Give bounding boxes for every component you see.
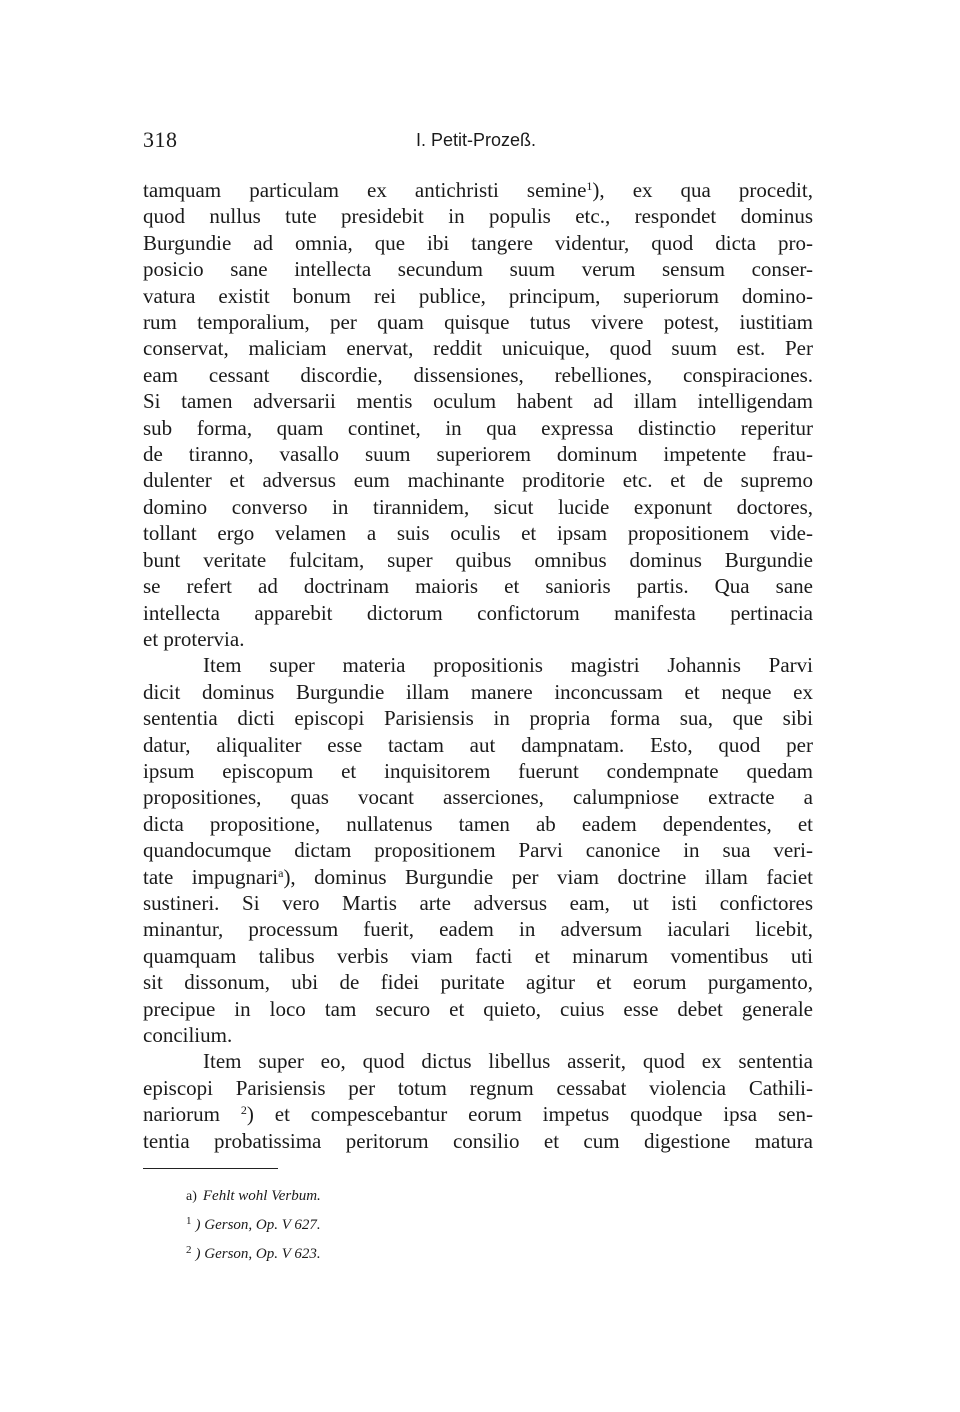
- text-line: minantur, processum fuerit, eadem in adversum iaculari licebit,: [143, 917, 813, 942]
- text-line: conservat, maliciam enervat, reddit unicuique, quod suum est. Per: [143, 336, 813, 361]
- text-segment: ), dominus Burgundie per viam doctrine illam faciet: [283, 864, 813, 889]
- footnote-text: Fehlt wohl Verbum.: [202, 1188, 321, 1204]
- text-line: sub forma, quam continet, in qua expressa distinctio reperitur: [143, 415, 813, 440]
- text-line: [143, 177, 813, 203]
- text-line: Item super eo, quod dictus libellus asserit, quod ex sententia: [203, 1049, 813, 1074]
- footnote-1: [186, 1209, 321, 1238]
- footnotes: [186, 1184, 321, 1267]
- text-line: ipsum episcopum et inquisitorem fuerunt condempnate quedam: [143, 758, 813, 783]
- text-line: sustineri. Si vero Martis arte adversus eam, ut isti confictores: [143, 890, 813, 915]
- text-line: domino converso in tirannidem, sicut lucide exponunt doctores,: [143, 494, 813, 519]
- text-line: sententia dicti episcopi Parisiensis in propria forma sua, que sibi: [143, 706, 813, 731]
- text-line: Item super materia propositionis magistri Johannis Parvi: [203, 653, 813, 678]
- text-line: sit dissonum, ubi de fidei puritate agitur et eorum purgamento,: [143, 970, 813, 995]
- text-line: Burgundie ad omnia, que ibi tangere videntur, quod dicta pro-: [143, 230, 813, 255]
- footnote-rule: [143, 1168, 278, 1169]
- footnote-reference: 2: [240, 1103, 247, 1118]
- text-line: propositiones, quas vocant asserciones, calumpniose extracte a: [143, 785, 813, 810]
- text-line: intellecta apparebit dictorum confictorum manifesta pertinacia: [143, 600, 813, 625]
- text-line: [143, 1101, 813, 1127]
- text-line: quamquam talibus verbis viam facti et minarum vomentibus uti: [143, 943, 813, 968]
- text-line: se refert ad doctrinam maioris et sanioris partis. Qua sane: [143, 574, 813, 599]
- text-line: quandocumque dictam propositionem Parvi canonice in sua veri-: [143, 838, 813, 863]
- text-segment: tamquam particulam ex antichristi semine: [143, 178, 587, 202]
- text-line: bunt veritate fulcitam, super quibus omnibus dominus Burgundie: [143, 547, 813, 572]
- text-line: concilium.: [143, 1023, 233, 1047]
- text-line: dulenter et adversus eum machinante proditorie etc. et de supremo: [143, 468, 813, 493]
- text-line: eam cessant discordie, dissensiones, rebelliones, conspiraciones.: [143, 362, 813, 387]
- text-line: quod nullus tute presidebit in populis etc., respondet dominus: [143, 204, 813, 229]
- text-line: episcopi Parisiensis per totum regnum cessabat violencia Cathili-: [143, 1075, 813, 1100]
- page-number: 318: [143, 127, 178, 152]
- text-line: dicit dominus Burgundie illam manere inconcussam et neque ex: [143, 679, 813, 704]
- text-line: rum temporalium, per quam quisque tutus vivere potest, iustitiam: [143, 310, 813, 335]
- text-line: dicta propositione, nullatenus tamen ab eadem dependentes, et: [143, 811, 813, 836]
- text-line: tentia probatissima peritorum consilio et cum digestione matura: [143, 1128, 813, 1153]
- footnote-reference: 1: [586, 179, 593, 193]
- text-line: precipue in loco tam securo et quieto, cuius esse debet generale: [143, 996, 813, 1021]
- footnote-reference: a: [278, 865, 284, 880]
- body-text: [143, 177, 813, 1154]
- text-line: et protervia.: [143, 626, 245, 651]
- footnote-mark: a): [186, 1189, 197, 1204]
- footnote-text: ) Gerson, Op. V 627.: [195, 1217, 321, 1233]
- running-head: I. Petit-Prozeß.: [416, 130, 537, 150]
- footnote-mark: 1: [186, 1215, 192, 1227]
- text-segment: nariorum: [143, 1102, 241, 1127]
- footnote-mark: 2: [186, 1244, 192, 1256]
- footnote-text: ) Gerson, Op. V 623.: [195, 1246, 321, 1262]
- text-segment: ) et compescebantur eorum impetus quodque ipsa sen-: [246, 1102, 813, 1127]
- text-line: [143, 864, 813, 890]
- footnote-a: [186, 1184, 321, 1209]
- text-segment: ), ex qua procedit,: [592, 178, 813, 202]
- text-line: vatura existit bonum rei publice, principum, superiorum domino-: [143, 283, 813, 308]
- text-segment: tate impugnari: [143, 864, 279, 889]
- text-line: de tiranno, vasallo suum superiorem dominum impetente frau-: [143, 442, 813, 467]
- footnote-2: [186, 1238, 321, 1267]
- text-line: tollant ergo velamen a suis oculis et ipsam propositionem vide-: [143, 521, 813, 546]
- text-line: datur, aliqualiter esse tactam aut dampnatam. Esto, quod per: [143, 732, 813, 757]
- text-line: Si tamen adversarii mentis oculum habent ad illam intelligendam: [143, 389, 813, 414]
- text-line: posicio sane intellecta secundum suum verum sensum conser-: [143, 257, 813, 282]
